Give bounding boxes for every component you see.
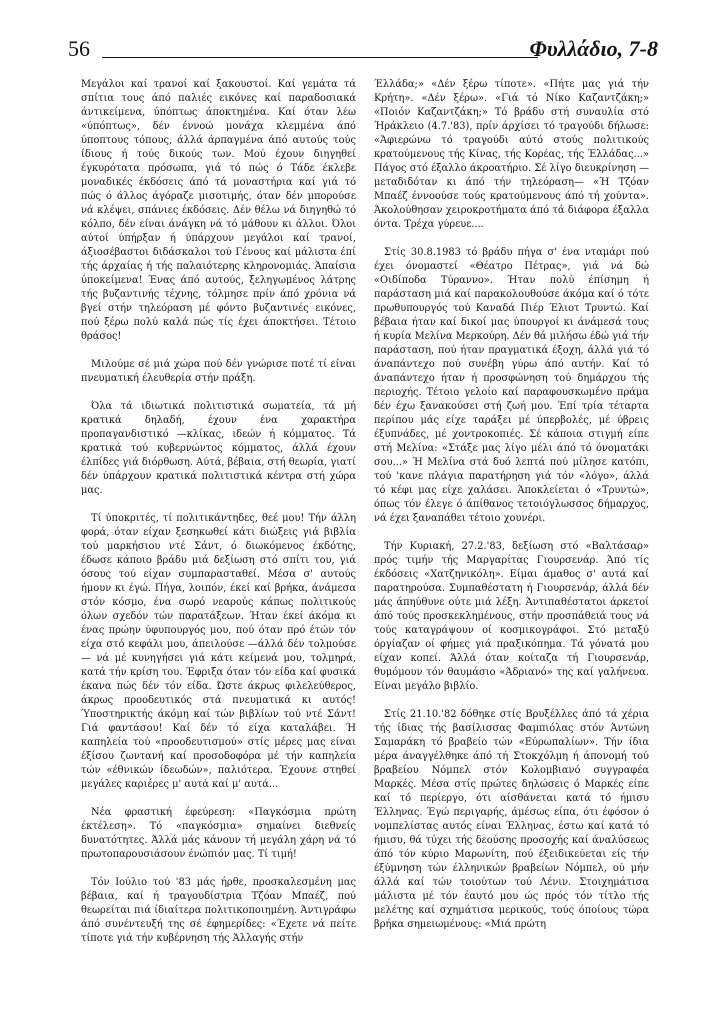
paragraph: Όλα τά ιδιωτικά πολιτιστικά σωματεία, τά μή κρατικά δηλαδή, έχουν ένα χαρακτήρα προπαγανδιστικό —κλίκας, ιδεών ή κόμματος. Τά κρατικά τού κυβερνώντος κόμματος, άλλά έχουν έλπίδες γιά διόρθωση. Αύτά, βέβαια, στή θεωρία, γιατί δέν ύπάρχουν κρατικά πολιτιστικά κέντρα στή χώρα μας. bbox=[81, 401, 357, 496]
paragraph: Στίς 21.10.'82 δόθηκε στίς Βρυξέλλες άπό τά χέρια τής ίδιας τής βασίλισσας Φαμπιόλας στόν Άντώνη Σαμαράκη τό βραβείο τών «Εύρωπαλίων». Τήν ίδια μέρα άναγγέλθηκε άπό τή Στοκχόλμη ή άπονομή τού βραβείου Νόμπελ στόν Κολομβιανό συγγραφέα Μαρκές. Μέσα στίς πρώτες δηλώσεις ό Μαρκές είπε καί τό περίεργο, ότι αίσθάνεται κατά τό ήμισυ Έλληνας. Έγώ περιγαρής, άμέσως είπα, ότι έφόσον ό νομπελίστας αυτός είναι Έλληνας, έστω καί κατά τό ήμισυ, θά τύχει τής δεούσης προσοχής καί άναλύσεως άπό τόν κύριο Μαρωνίτη, πού έξειδικεύεται είς τήν έξύμνηση τών έλληνικών βραβείων Νόμπελ, ού μήν άλλά καί τών τοιούτων τού Λένιν. Στοιχημάτισα μάλιστα μέ τόν έαυτό μου ώς πρός τόν τίτλο τής μελέτης καί σχημάτισα μερικούς, τούς όποίους τώρα βρήκα σημειωμένους: «Μιά πρώτη bbox=[374, 709, 649, 930]
left-column bbox=[81, 78, 356, 946]
paragraph: Μεγάλοι καί τρανοί καί ξακουστοί. Καί γεμάτα τά σπίτια τους άπό παλιές εικόνες καί παραδοσιακά άντικείμενα, ύπόπτως άποκτημένα. Καί όταν λέω «ύπόπτως», δέν έννοώ μονάχα κλεμμένα άπό ύποπτους τόπους, άλλά άρπαγμένα άπό αυτούς τούς ίδιους ή τούς δικούς των. Μού έχουν διηγηθεί έγκυρότατα πρόσωπα, γιά τό πώς ό Τάδε έκλεβε μοναδικές έκδόσεις άπό τά μοναστήρια καί γιά τό πώς ό άλλος άγόραζε μισοτιμής, όταν δέν μπορούσε νά κλέψει, σπάνιες έκδόσεις. Δέν θέλω νά διηγηθώ τό κόλπο, δέν είναι άνάγκη νά τό μάθουν κι άλλοι. Όλοι αύτοί ύπήρξαν ή ύπάρχουν μεγάλοι καί τρανοί, άξιοσέβαστοι διδάσκαλοι τού Γένους καί μάλιστα έπί τής άρχαίας ή τής παλαιότερης κληρονομιάς. Άπαίσια ύποκείμενα! Ένας άπό αυτούς, ξεληγωμένος λάτρης τής βυζαντινής τέχνης, τόλμησε πρίν άπό χρόνια νά βγεί στήν τηλεόραση μέ φόντο βυζαντινές εικόνες, πού ξέρω πολύ καλά πώς τίς έχει άποκτήσει. Τέτοιο θράσος! bbox=[81, 79, 356, 342]
running-header bbox=[68, 36, 658, 62]
right-column bbox=[374, 78, 649, 932]
page-number: 56 bbox=[68, 36, 90, 61]
paragraph: Τί ύποκριτές, τί πολιτικάντηδες, θεέ μου! Τήν άλλη φορά, όταν είχαν ξεσηκωθεί κάτι διώξεις γιά βιβλία τού μαρκήσιου ντέ Σάντ, ό διωκόμενος έκδότης, έδωσε κάποιο βράδυ μιά δεξίωση στό σπίτι του, γιά όσους τού είχαν συμπαρασταθεί. Μέσα σ' αυτούς ήμουν κι έγώ. Πήγα, λοιπόν, έκεί καί βρήκα, άνάμεσα στόν κόσμο, ένα σωρό νεαρούς κάπως πολιτικούς όλων σχεδόν τών παρατάξεων. Ήταν έκεί άκόμα κι ένας πρώην ύφυπουργός μου, πού όταν πρό έτών τόν είχα στό κεφάλι μου, άπειλούσε —άλλά δέν τολμούσε— νά μέ κυνηγήσει γιά κάτι κείμενά μου, τολμηρά, κατά τήν κρίση του. Έφριξα όταν τόν είδα καί φυσικά έκανα πώς δέν τόν είδα. Ώστε άκρως φιλελεύθερος, άκρως προοδευτικός στά πνευματικά κι αυτός! Ύποστηρικτής άκόμη καί τών βιβλίων τού ντέ Σάντ! Γιά φαντάσου! Καί δέν τό είχα καταλάβει. Ή καπηλεία τού «προοδευτισμού» στίς μέρες μας είναι έξίσου ζωντανή καί προσοδοφόρα μέ τήν καπηλεία τών «έθνικών ίδεωδών», παλιότερα. Έχουνε στηθεί μεγάλες καριέρες μ' αυτά καί μ' αυτά... bbox=[81, 513, 356, 790]
paragraph: Τήν Κυριακή, 27.2.'83, δεξίωση στό «Βαλτάσαρ» πρός τιμήν τής Μαργαρίτας Γιουρσενάρ. Άπό τίς έκδόσεις «Χατζηνικόλη». Είμαι άμαθος σ' αυτά καί παρατηρούσα. Συμπαθέστατη ή Γιουρσενάρ, άλλά δέν μάς άπηύθυνε ούτε μιά λέξη. Άντιπαθέστατοι άρκετοί άπό τούς προσκεκλημένους, στήν προσπάθειά τους νά τούς καταγράψουν οί κοσμικογράφοι. Στό μεταξύ όργίαζαν οί φήμες γιά πραξικόπημα. Τά γόνατά μου είχαν κοπεί. Άλλά όταν κοίταζα τή Γιουρσενάρ, θυμόμουν τόν θαυμάσιο «Άδριανό» της καί γαλήνευα. Είναι μεγάλο βιβλίο. bbox=[374, 541, 649, 692]
paragraph: Μιλούμε σέ μιά χώρα πού δέν γνώρισε ποτέ τί είναι πνευματική έλευθερία στήν πράξη. bbox=[81, 359, 356, 384]
running-title: Φυλλάδιο, 7-8 bbox=[529, 36, 658, 61]
paragraph: Στίς 30.8.1983 τό βράδυ πήγα σ' ένα νταμάρι πού έχει όνομαστεί «Θέατρο Πέτρας», γιά νά δώ «Οιδίποδα Τύραννο». Ήταν πολύ έπίσημη ή παράσταση μιά καί παρακολουθούσε άκόμα καί ό τότε πρωθυπουργός τού Καναδά Πιέρ Έλιοτ Τρυντώ. Καί βέβαια ήταν καί δικοί μας ύπουργοί κι άνάμεσά τους ή κυρία Μελίνα Μερκούρη. Δέν θά μιλήσω έδώ γιά τήν παράσταση, πού ήταν πραγματικά έξοχη, άλλά γιά τό άναπάντεχο πού συνέβη γύρω άπό αυτήν. Καί τό άναπάντεχο ήταν ή προσφώνηση τού δημάρχου τής περιοχής. Τέτοιο γελοίο καί παραφουσκωμένο πράμα δέν έχω ξανακούσει στή ζωή μου. Έπί τρία τέταρτα περίπου μάς είχε ταράξει μέ ύπερβολές, μέ ύβρεις έξυπνάδες, μέ χοντροκοπιές. Σέ κάποια στιγμή είπε στή Μελίνα: «Στάξε μας λίγο μέλι άπό τό όνοματάκι σου...» Ή Μελίνα στά δυό λεπτά πού μίλησε κατόπι, τού 'κανε πλάγια παρατήρηση γιά τόν «λόγο», άλλά τό κέφι μας είχε χαλάσει. Άποκλείεται ό «Τρυντώ», όπως τόν έλεγε ό άπίθανος τετοιόγλωσσος δήμαρχος, νά έχει ξαναπάθει τέτοιο χουνέρι. bbox=[374, 247, 649, 524]
paragraph: Νέα φραστική έφεύρεση: «Παγκόσμια πρώτη έκτέλεση». Τό «παγκόσμια» σημαίνει διεθνείς δυνατότητες. Άλλά μάς κάνουν τή μεγάλη χάρη νά τό πρωτοπαρουσιάσουν ένώπιόν μας. Τί τιμή! bbox=[81, 807, 356, 860]
header-rule bbox=[102, 57, 538, 58]
paragraph: Τόν Ιούλιο τού '83 μάς ήρθε, προσκαλεσμένη μας βέβαια, καί ή τραγουδίστρια Τζόαν Μπαέζ, πού θεωρείται πιά ίδιαίτερα πολιτικοποιημένη. Άντιγράφω άπό συνέντευξή της σέ έφημερίδες: «Έχετε νά πείτε τίποτε γιά τήν κυβέρνηση τής Άλλαγής στήν bbox=[81, 877, 356, 944]
paragraph: Έλλάδα;» «Δέν ξέρω τίποτε». «Πήτε μας γιά τήν Κρήτη». «Δέν ξέρω». «Γιά τό Νίκο Καζαντζάκη;» «Ποιόν Καζαντζάκη;» Τό βράδυ στή συναυλία στό Ήράκλειο (4.7.'83), πρίν άρχίσει τό τραγούδι δήλωσε: «Άφιερώνω τό τραγούδι αύτό στούς πολιτικούς κρατούμενους τής Κίνας, τής Κορέας, τής Έλλάδας...» Πάγος στό έξαλλο άκροατήριο. Σέ λίγο διευκρίνηση —μεταδιδόταν κι άπό τήν τηλεόραση— «Ή Τζόαν Μπαέζ έννοούσε τούς κρατούμενους άπό τή χούντα». Άκολούθησαν χειροκροτήματα άπό τά διάφορα έξαλλα όντα. Τρέχα γύρευε.... bbox=[374, 79, 649, 230]
